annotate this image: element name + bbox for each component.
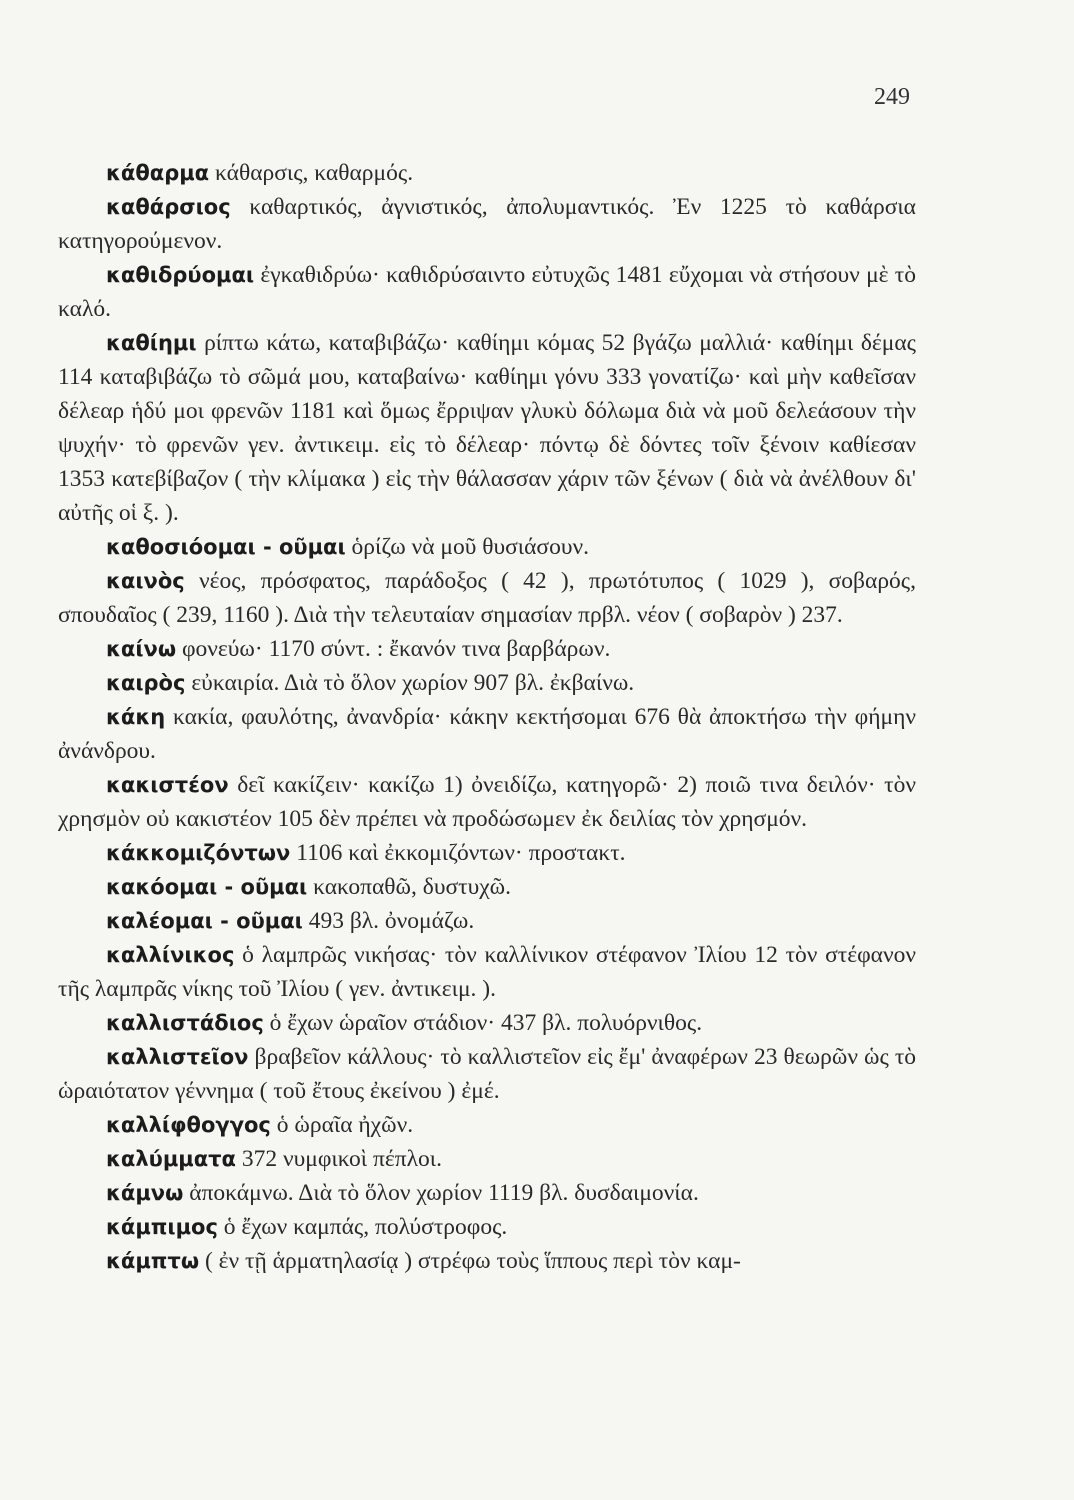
lexicon-entry [58, 938, 916, 1006]
lexicon-entry [58, 1142, 916, 1176]
headword: καλέομαι - οῦμαι [106, 909, 303, 933]
headword: κάμπιμος [106, 1215, 218, 1239]
headword: καίνω [106, 637, 177, 661]
headword: κακόομαι - οῦμαι [106, 875, 308, 899]
headword: κάκκομιζόντων [106, 841, 291, 865]
definition: 372 νυμφικοὶ πέπλοι. [241, 1146, 442, 1172]
definition: ὁ λαμπρῶς νικήσας· τὸν καλλίνικον στέφανον Ἰλίου 12 τὸν στέφανον τῆς λαμπρᾶς νίκης τοῦ Ἰλίου ( γεν. ἀντικειμ. ). [58, 942, 916, 1002]
definition: ὁ ἔχων ὡραῖον στάδιον· 437 βλ. πολυόρνιθος. [269, 1010, 703, 1036]
lexicon-entry [58, 1210, 916, 1244]
definition: φονεύω· 1170 σύντ. : ἔκανόν τινα βαρβάρων. [181, 636, 611, 662]
definition: δεῖ κακίζειν· κακίζω 1) ὀνειδίζω, κατηγορῶ· 2) ποιῶ τινα δειλόν· τὸν χρησμὸν οὐ κακιστέον 105 δὲν πρέπει νὰ προδώσωμεν ἐκ δειλίας τὸν χρησμόν. [58, 772, 916, 832]
headword: καθάρσιος [106, 195, 231, 219]
lexicon-entry [58, 326, 916, 530]
lexicon-entry [58, 530, 916, 564]
lexicon-entry [58, 258, 916, 326]
headword: καλύμματα [106, 1147, 236, 1171]
definition: καθαρτικός, ἀγνιστικός, ἀπολυμαντικός. Ἐν 1225 τὸ καθάρσια κατηγορούμενον. [58, 194, 916, 254]
headword: καινὸς [106, 569, 185, 593]
headword: καλλίνικος [106, 943, 235, 967]
lexicon-entry [58, 768, 916, 836]
headword: καθοσιόομαι - οῦμαι [106, 535, 346, 559]
lexicon-entry [58, 700, 916, 768]
lexicon-entry [58, 1176, 916, 1210]
lexicon-entry [58, 870, 916, 904]
definition: ἐγκαθιδρύω· καθιδρύσαιντο εὐτυχῶς 1481 εὔχομαι νὰ στήσουν μὲ τὸ καλό. [58, 262, 916, 322]
headword: κάκη [106, 705, 166, 729]
definition: ὁρίζω νὰ μοῦ θυσιάσουν. [351, 534, 589, 560]
definition: εὐκαιρία. Διὰ τὸ ὅλον χωρίον 907 βλ. ἐκβαίνω. [191, 670, 635, 696]
definition: ρίπτω κάτω, καταβιβάζω· καθίημι κόμας 52 βγάζω μαλλιά· καθίημι δέμας 114 καταβιβάζω τὸ σῶμά μου, καταβαίνω· καθίημι γόνυ 333 γονατίζω· καὶ μὴν καθεῖσαν δέλεαρ ἡδύ μοι φρενῶν 1181 καὶ ὅμως ἔρριψαν γλυκὺ δόλωμα διὰ νὰ μοῦ δελεάσουν τὴν ψυχήν· τὸ φρενῶν γεν. ἀντικειμ. εἰς τὸ δέλεαρ· πόντῳ δὲ δόντες τοῖν ξένοιν καθίεσαν 1353 κατεβίβαζον ( τὴν κλίμακα ) εἰς τὴν θάλασσαν χάριν τῶν ξένων ( διὰ νὰ ἀνέλθουν δι' αὐτῆς οἱ ξ. ). [58, 330, 916, 526]
headword: κάθαρμα [106, 161, 210, 185]
lexicon-entry [58, 836, 916, 870]
headword: καιρὸς [106, 671, 186, 695]
lexicon-entry [58, 666, 916, 700]
definition: 493 βλ. ὀνομάζω. [308, 908, 475, 934]
definition: 1106 καὶ ἐκκομιζόντων· προστακτ. [296, 840, 626, 866]
headword: κακιστέον [106, 773, 229, 797]
definition: ἀποκάμνω. Διὰ τὸ ὅλον χωρίον 1119 βλ. δυσδαιμονία. [189, 1180, 699, 1206]
lexicon-entry [58, 632, 916, 666]
definition: ὁ ὡραῖα ἠχῶν. [276, 1112, 414, 1138]
headword: καλλιστάδιος [106, 1011, 264, 1035]
lexicon-entry [58, 1006, 916, 1040]
definition: ( ἐν τῇ ἁρματηλασίᾳ ) στρέφω τοὺς ἵππους περὶ τὸν καμ- [204, 1248, 741, 1274]
definition: κακία, φαυλότης, ἀνανδρία· κάκην κεκτήσομαι 676 θὰ ἀποκτήσω τὴν φήμην ἀνάνδρου. [58, 704, 916, 764]
lexicon-entry [58, 156, 916, 190]
definition: βραβεῖον κάλλους· τὸ καλλιστεῖον εἰς ἔμ' ἀναφέρων 23 θεωρῶν ὡς τὸ ὡραιότατον γέννημα ( τοῦ ἔτους ἐκείνου ) ἐμέ. [58, 1044, 917, 1104]
lexicon-entry [58, 1108, 916, 1142]
headword: καλλιστεῖον [106, 1045, 249, 1069]
lexicon-entries [58, 156, 916, 1278]
definition: ὁ ἔχων καμπάς, πολύστροφος. [223, 1214, 508, 1240]
lexicon-entry [58, 1040, 916, 1108]
lexicon-entry [58, 190, 916, 258]
headword: καθίημι [106, 331, 197, 355]
headword: καθιδρύομαι [106, 263, 255, 287]
headword: κάμπτω [106, 1249, 200, 1273]
lexicon-entry [58, 904, 916, 938]
headword: κάμνω [106, 1181, 184, 1205]
lexicon-entry [58, 1244, 916, 1278]
page-number: 249 [874, 84, 910, 110]
headword: καλλίφθογγος [106, 1113, 271, 1137]
definition: κάθαρσις, καθαρμός. [215, 160, 414, 186]
definition: νέος, πρόσφατος, παράδοξος ( 42 ), πρωτότυπος ( 1029 ), σοβαρός, σπουδαῖος ( 239, 1160 ). Διὰ τὴν τελευταίαν σημασίαν πρβλ. νέον ( σοβαρὸν ) 237. [58, 568, 916, 628]
definition: κακοπαθῶ, δυστυχῶ. [313, 874, 511, 900]
lexicon-entry [58, 564, 916, 632]
